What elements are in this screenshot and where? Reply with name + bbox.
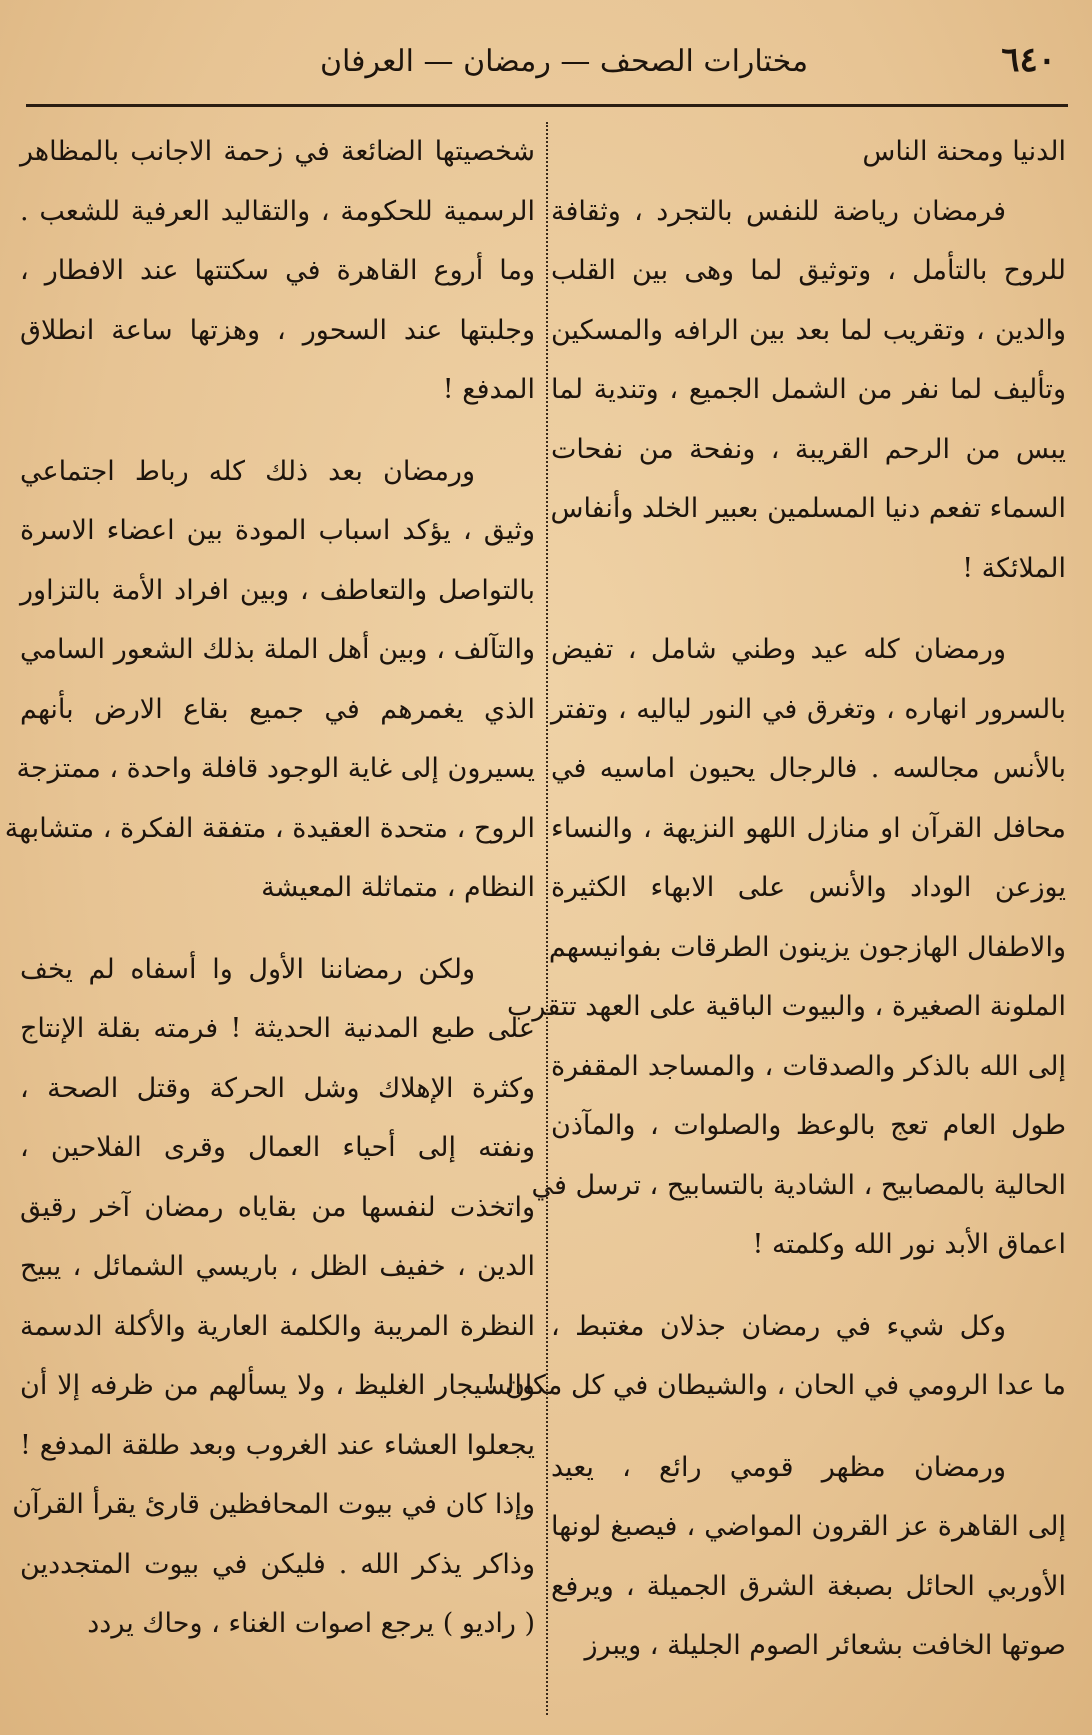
text-line: شخصيتها الضائعة في زحمة الاجانب بالمظاهر [20, 136, 535, 167]
text-line: على طبع المدنية الحديثة ! فرمته بقلة الإنتاج [20, 1013, 535, 1044]
text-line: ورمضان بعد ذلك كله رباط اجتماعي [20, 455, 475, 487]
text-line: والسيجار الغليظ ، ولا يسألهم من ظرفه إلا أن [20, 1370, 535, 1401]
text-line: وإذا كان في بيوت المحافظين قارئ يقرأ القرآن [12, 1489, 535, 1520]
paragraph-gap [20, 420, 535, 442]
text-line: واتخذت لنفسها من بقاياه رمضان آخر رقيق [20, 1191, 535, 1223]
text-line: وجلبتها عند السحور ، وهزتها ساعة انطلاق [20, 314, 535, 346]
text-line: بالسرور انهاره ، وتغرق في النور لياليه ، وتفتر [551, 693, 1066, 725]
section-heading: الدنيا ومحنة الناس [862, 136, 1066, 167]
text-line: الروح ، متحدة العقيدة ، متفقة الفكرة ، متشابهة [4, 812, 535, 844]
text-line: الملونة الصغيرة ، والبيوت الباقية على العهد تتقرب [507, 991, 1066, 1022]
paragraph [12, 940, 535, 1654]
text-line: الرسمية للحكومة ، والتقاليد العرفية للشعب . [20, 195, 535, 227]
text-line: يوزعن الوداد والأنس على الابهاء الكثيرة [551, 872, 1066, 903]
text-line: للروح بالتأمل ، وتوثيق لما وهى بين القلب [551, 255, 1066, 286]
paragraph-gap [551, 1416, 1066, 1438]
text-line: يسيرون إلى غاية الوجود قافلة واحدة ، ممتزجة [16, 753, 535, 784]
text-line: ما عدا الرومي في الحان ، والشيطان في كل مكان ! [485, 1370, 1066, 1401]
paragraph-gap [20, 918, 535, 940]
text-line: المدفع ! [442, 374, 535, 405]
header-rule [26, 104, 1068, 107]
text-line: وما أروع القاهرة في سكتتها عند الافطار ، [20, 255, 535, 286]
text-line: يجعلوا العشاء عند الغروب وبعد طلقة المدفع ! [20, 1429, 535, 1461]
text-line: النظام ، متماثلة المعيشة [261, 872, 535, 903]
text-line: إلى القاهرة عز القرون المواضي ، فيصبغ لونها [551, 1511, 1066, 1542]
text-line: والتآلف ، وبين أهل الملة بذلك الشعور السامي [20, 634, 535, 665]
text-line: الذي يغمرهم في جميع بقاع الارض بأنهم [20, 693, 535, 725]
column-divider [546, 122, 548, 1715]
page-header [20, 40, 1072, 96]
text-line: بالأنس مجالسه . فالرجال يحيون اماسيه في [551, 753, 1066, 784]
text-line: ورمضان مظهر قومي رائع ، يعيد [551, 1451, 1006, 1483]
text-line: فرمضان رياضة للنفس بالتجرد ، وثقافة [551, 195, 1006, 227]
text-line: وثيق ، يؤكد اسباب المودة بين اعضاء الاسرة [20, 515, 535, 546]
text-columns [4, 122, 1072, 1715]
text-line: والاطفال الهازجون يزينون الطرقات بفوانيسهم [548, 931, 1066, 963]
left-column-paragraphs [4, 122, 535, 1654]
paragraph-gap [551, 1275, 1066, 1297]
text-line: والدين ، وتقريب لما بعد بين الرافه والمسكين [551, 314, 1066, 346]
text-line: ولكن رمضاننا الأول وا أسفاه لم يخف [20, 953, 475, 985]
page-number: ٦٤٠ [1001, 40, 1056, 80]
paragraph [551, 1438, 1066, 1676]
text-line: الدين ، خفيف الظل ، باريسي الشمائل ، يبيح [20, 1251, 535, 1282]
text-line: وكل شيء في رمضان جذلان مغتبط ، [551, 1310, 1006, 1342]
text-line: طول العام تعج بالوعظ والصلوات ، والمآذن [551, 1110, 1066, 1141]
left-column [4, 122, 535, 1715]
text-line: اعماق الأبد نور الله وكلمته ! [752, 1229, 1066, 1260]
paragraph [20, 122, 535, 420]
text-line: يبس من الرحم القريبة ، ونفحة من نفحات [551, 433, 1066, 465]
text-line: وكثرة الإهلاك وشل الحركة وقتل الصحة ، [20, 1072, 535, 1104]
text-line: وذاكر يذكر الله . فليكن في بيوت المتجددين [20, 1548, 535, 1580]
running-title: مختارات الصحف — رمضان — العرفان [320, 44, 809, 79]
text-line: السماء تفعم دنيا المسلمين بعبير الخلد وأنفاس [550, 493, 1066, 524]
text-line: صوتها الخافت بشعائر الصوم الجليلة ، ويبرز [584, 1630, 1066, 1661]
text-line: ونفته إلى أحياء العمال وقرى الفلاحين ، [20, 1132, 535, 1163]
paragraph [485, 1297, 1066, 1416]
text-line: محافل القرآن او منازل اللهو النزيهة ، والنساء [551, 812, 1066, 844]
paragraph [507, 620, 1066, 1275]
text-line: الحالية بالمصابيح ، الشادية بالتسابيح ، ترسل في [531, 1169, 1066, 1201]
text-line: ورمضان كله عيد وطني شامل ، تفيض [551, 634, 1006, 665]
text-line: وتأليف لما نفر من الشمل الجميع ، وتندية لما [551, 374, 1066, 405]
text-line: ( راديو ) يرجع اصوات الغناء ، وحاك يردد [87, 1608, 535, 1639]
text-line: الملائكة ! [962, 552, 1066, 584]
paragraph [4, 442, 535, 918]
paragraph-gap [551, 598, 1066, 620]
text-line: النظرة المريبة والكلمة العارية والأكلة الدسمة [20, 1310, 535, 1342]
text-line: إلى الله بالذكر والصدقات ، والمساجد المقفرة [551, 1050, 1066, 1082]
paragraph [551, 182, 1066, 599]
text-line: الأوربي الحائل بصبغة الشرق الجميلة ، ويرفع [551, 1570, 1066, 1602]
text-line: بالتواصل والتعاطف ، وبين افراد الأمة بالتزاور [20, 574, 535, 606]
